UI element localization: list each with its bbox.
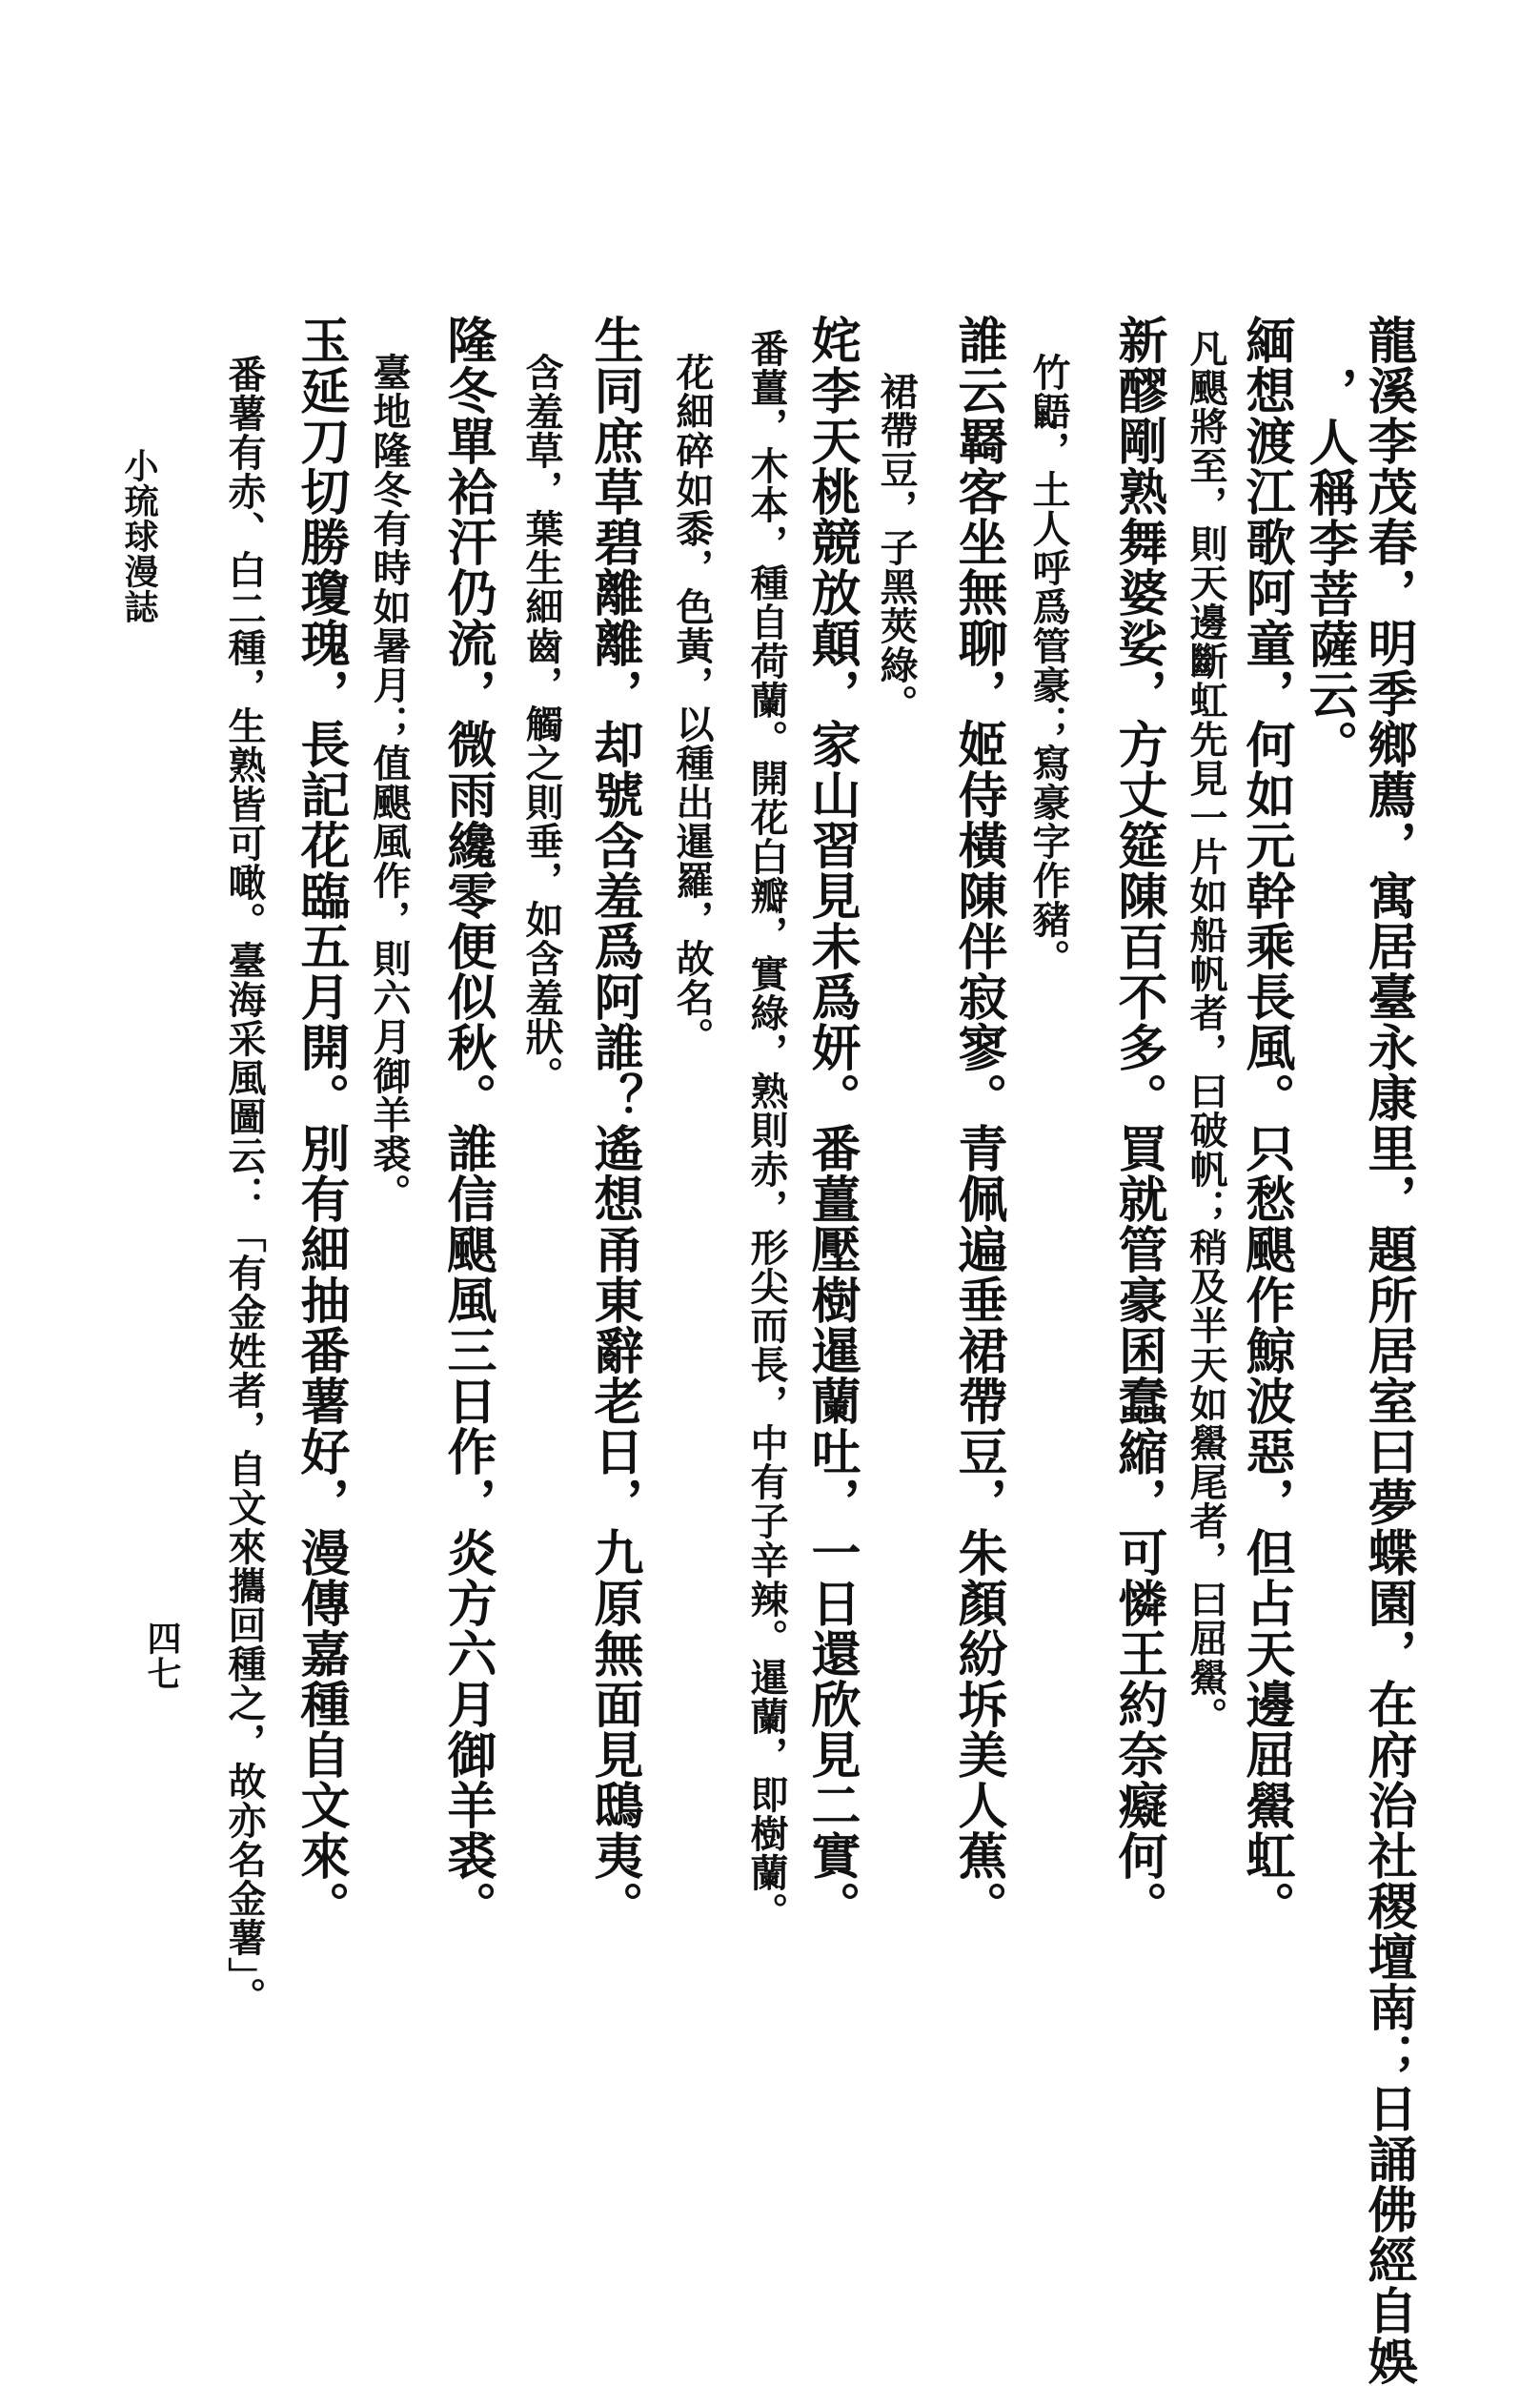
note-column-3: 裙帶豆，子黑莢綠。: [874, 372, 919, 724]
note-column-1: 凡颶將至，則天邊斷虹先見一片如船帆者，曰破帆；稍及半天如鱟尾者，曰屈鱟。: [1184, 329, 1228, 1736]
running-header: 小琉球漫誌: [119, 448, 159, 624]
page-number: 四七: [142, 1621, 182, 1691]
text-column-2: ，人稱李菩薩云。: [1300, 366, 1358, 770]
text-column-1: 龍溪李茂春，明季鄉薦，寓居臺永康里，題所居室曰夢蝶園，在府治社稷壇南；日誦佛經自娛: [1359, 315, 1417, 2386]
note-column-8: 番薯有赤、白二種，生熟皆可噉。臺海采風圖云：「有金姓者，自文來攜回種之，故亦名金薯」。: [222, 355, 267, 2016]
note-column-5: 花細碎如黍，色黃，以種出暹羅，故名。: [670, 353, 715, 1056]
poem-column-5: 生同庶草碧離離，却號含羞爲阿誰？遙想甬東辭老日，九原無面見鴟夷。: [585, 315, 643, 1931]
note-column-4: 番薑，木本，種自荷蘭。開花白瓣，實綠，熟則赤，形尖而長，中有子辛辣。暹蘭，即樹蘭。: [744, 329, 789, 1931]
note-column-7: 臺地隆冬有時如暑月；值颶風作，則六月御羊裘。: [367, 353, 412, 1213]
poem-column-4: 姹李天桃競放顛，家山習見未爲妍。番薑壓樹暹蘭吐，一日還欣見二實。: [802, 315, 861, 1931]
poem-column-3: 誰云羇客坐無聊，姬侍橫陳伴寂寥。青佩遍垂裙帶豆，朱顏紛坼美人蕉。: [949, 315, 1007, 1931]
note-column-2: 竹鼯，土人呼爲管豪；寫豪字作豬。: [1026, 353, 1071, 978]
poem-column-7: 玉延刀切勝瓊瑰，長記花臨五月開。別有細抽番薯好，漫傳嘉種自文來。: [292, 315, 350, 1931]
poem-column-2: 新醪剛熟舞婆娑，方丈筵陳百不多。買就管豪囷蠢縮，可憐王約奈癡何。: [1109, 315, 1167, 1931]
poem-column-1: 緬想渡江歌阿童，何如元幹乘長風。只愁颶作鯨波惡，但占天邊屈鱟虹。: [1237, 315, 1295, 1931]
poem-column-6: 隆冬單袷汗仍流，微雨纔零便似秋。誰信颶風三日作，炎方六月御羊裘。: [438, 315, 496, 1931]
note-column-6: 含羞草，葉生細齒，觸之則垂，如含羞狀。: [519, 353, 564, 1095]
